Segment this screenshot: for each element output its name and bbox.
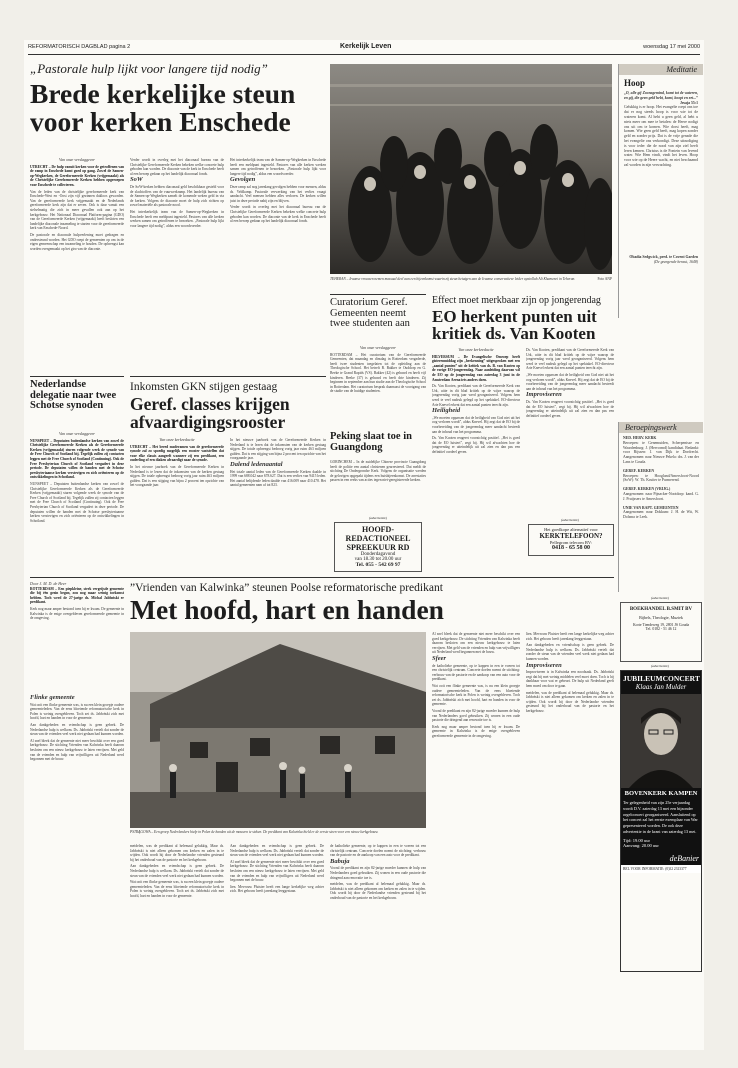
photo1-caption xyxy=(330,277,612,281)
peking-body xyxy=(330,460,426,514)
article1-text3: Verder wordt in overleg met het diaconaal bureau van de Christelijke Gereformeerde Kerken bekeken welke concrete hulp geboden kan worden. De diaconie van de kerk in Enschede heeft al een beroep gedaan op het landelijk diaconaal fonds. xyxy=(130,158,224,176)
meditatie-tab: Meditatie xyxy=(619,64,703,75)
ad3-line3: Tel. 0182 - 51 46 12 xyxy=(645,627,677,631)
kalwinka-caption: PSTRĄGOWA – Een groep Nederlanders hielp in Polen de handen uit de mouwen te steken. De predikant van Kalwinka hield er de eerste steen voor een nieuw kerkgebouw. xyxy=(130,830,379,834)
ad4-header xyxy=(621,671,701,694)
article1-text2: De pastorale en diaconale hulpverlening moet gedragen en ondersteund worden. Het GDO roept de gemeenten op om in de eigen gemeenschap een inzameling te houden. De opbrengst kan worden overgemaakt op het giro van de diaconie. xyxy=(30,232,124,251)
gkn-lead: UTRECHT – Het breed moderamen van de gereformeerde synode zal zo spoedig mogelijk een rooster vaststellen dat voor elke classis aangeeft wanneer zij een predikant, een ouderling of een diaken afvaardigt naar de synode. xyxy=(130,444,224,463)
eo-text1b: Ds. Van Kooten, predikant van de Gereformeerde Kerk van Urk, uitte in dit blad kritiek op de wijze waarop de jongerendag vorig jaar werd georganiseerd. Volgens hem werd te veel nadruk gelegd op het spektakel. EO-directeur Arie Knevel erkent dat een aantal punten terecht zijn. xyxy=(526,348,614,371)
eo-text3b: Ds. Van Kooten reageert voorzichtig positief. „Het is goed dat de EO luistert”, zegt hij. Hij wil afwachten hoe de jongerendag er uiteindelijk uit zal zien en dan pas een definitief oordeel geven. xyxy=(526,399,614,418)
kalwinka-text3b: meidelen, was de predikant al helemaal gelukkig. Maar ds. Jabłoński is niet alleen gekomen om kerken en zalen in te wijden. Ook wordt hij door de Nederlandse vrienden gesteund bij het onderhoud van de pastorie en het kerkgebouw. xyxy=(330,882,426,900)
kalwinka-text3c: meidelen, was de predikant al helemaal gelukkig. Maar ds. Jabłoński is niet alleen gekomen om kerken en zalen in te wijden. Ook wordt hij door de Nederlandse vrienden gesteund bij het onderhoud van de pastorie en het kerkgebouw. xyxy=(526,690,614,713)
article1-text1: Van de leden van de christelijke gereformeerde kerk van Enschede-West en -Oost zijn vijf gezinnen dakloos geworden. Van de gereformeerde kerk vrijgemaakt en de Nederlands gereformeerde kerk zijn dat er zeven. Ook is daar vanuit een stelselmatig die zich in meer gevallen ook aan op het kerkgebouw. Het Nationaal Diaconaal Platform-pagina (GDO) van de Gereformeerde Kerken (vrijgemaakt) heeft besloten een landelijke diaconale inzameling te starten voor de gereformeerde kerk van Enschede-Noord. xyxy=(30,189,124,231)
eo-kicker: Effect moet merkbaar zijn op jongerendag xyxy=(432,295,601,306)
kalwinka-intro xyxy=(30,582,124,690)
article1-text5b: Het interkerkelijk team van de Samen-op-Wegkerken in Enschede heeft een meldpunt ingesteld. Pastores van alle kerken werken samen om getroffenen te bezoeken. „Pastorale hulp lijkt voor langere tijd nodig”, aldus een woordvoerder. xyxy=(230,158,326,176)
kalwinka-text5b: de katholieke gemeente, op te kappen in een te voeren tot een christelijk centrum. Concrete doelen noemt de stichting: verbouw van de pastorie en de aankoop van een auto voor de predikant. xyxy=(432,663,520,682)
kalwinka-col2 xyxy=(130,844,224,1044)
kalwinka-lead: ROTTERDAM – Een piepkleine, sterk vergrijsde gemeente die bij één gezin begon, zou nog maar weinig toekomst hebben. Toch werd de 27-jarige ds. Michal Jabłoński er predikant. xyxy=(30,586,124,605)
kalwinka-text6: Al snel bleek dat de gemeente niet meer beschikt over een goed kerkgebouw. De stichting Vrienden van Kalwinka heeft daarom besloten om een nieuw kerkgebouw te laten verrijzen. Met geld van de vrienden en hulp van vrijwilligers uit Nederland werd begonnen met de bouw. xyxy=(30,738,124,762)
gkn-sub1: Dalend ledenaantal xyxy=(230,460,283,468)
meditatie-body xyxy=(619,75,703,268)
delegation-byline: Van onze verslaggever xyxy=(59,432,95,436)
ad1-line5: van 18.30 tot 20.00 uur xyxy=(354,557,402,562)
kalwinka-sub4: Improviseren xyxy=(526,661,562,669)
curatorium-text: ROTTERDAM – Het curatorium van de Gereformeerde Gemeenten, dat maandag en dinsdag in Rotterdam vergaderde, heeft twee studenten toegelaten tot de opleiding aan de Theologische School. Het betreft B. Bakker te Ouddorp en G. Beeke te Grand Rapids (VS). Bakker (42) is gehuwd en heeft vijf kinderen. Beeke (37) is gehuwd en heeft drie kinderen. Zij beginnen in september aan hun studie aan de Theologische School in Rotterdam. Het curatorium besprak daarnaast de voortgang van de studie van de huidige studenten. xyxy=(330,352,426,394)
delegation-text-b: NUNSPEET – Deputaten buitenlandse kerken van zowel de Christelijke Gereformeerde Kerken als de Gereformeerde Kerken (vrijgemaakt) sturen volgende week de synode van de Free Church of Scotland bij. Tegelijk zullen zij contacten leggen met de Free Church of Scotland (Continuing). Ook de Free Presbyterian Church of Scotland vergadert in deze periode. De deputaten willen de banden met de Schotse presbyteriaanse kerken verstevigen en zich oriënteren op de ontwikkelingen in Schotland. xyxy=(30,481,124,523)
curatorium-headline: Curatorium Geref. Gemeenten neemt twee studenten aan xyxy=(330,297,410,330)
gkn-col2 xyxy=(230,438,326,572)
ad2-line1: Het goedkope alternatief voor xyxy=(544,527,598,532)
kalwinka-byline: Door J. M. D. de Heer xyxy=(30,582,67,586)
ad4-brand: BOVENKERK KAMPEN xyxy=(624,790,698,797)
gkn-text1: In het nieuwe jaarboek van de Gereformeerde Kerken in Nederland is te lezen dat de inkomsten van de kerken gestaag stijgen. De totale opbrengst bedroeg vorig jaar ruim 463 miljoen gulden. Dat is een stijging van bijna 2 procent ten opzichte van het voorgaande jaar. xyxy=(130,464,224,488)
ad3-label: (advertentie) xyxy=(650,596,670,600)
gkn-text2: Het totale aantal leden van de Gereformeerde Kerken daalde in 1999 van 688.042 naar 678.627. Dat is een verlies van 9415 leden. Het aantal belijdende leden daalde van 416.009 naar 410.478. Het aantal gemeenten nam af tot 823. xyxy=(230,469,326,488)
ad1-phone: Tel. 055 - 542 69 97 xyxy=(355,562,401,568)
kalwinka-text2b: Wat ooit een flinke gemeente was, is nu een klein groepje oudere gemeenteleden. Van de eens bloeiende reformatorische kerk in Polen is weinig overgebleven. Toch zet ds. Jabłoński zich met hoofd, hart en handen in voor de gemeente. xyxy=(130,880,224,898)
eo-col1 xyxy=(432,348,520,574)
eo-headline: EO herkent punten uit kritiek ds. Van Kooten xyxy=(432,307,597,344)
gkn-kicker: Inkomsten GKN stijgen gestaag xyxy=(130,381,278,393)
eo-text2b: „We moeten oppassen dat de heiligheid van God niet uit het oog verloren wordt”, aldus Knevel. Hij zegt dat de EO bij de voorbereiding van de jongerendag meer aandacht besteedt aan de inhoud van het programma. xyxy=(526,372,614,391)
masthead-section: Kerkelijk Leven xyxy=(340,43,392,50)
photo1-caption-text: TEHERAN – Iraanse vrouwen nemen massaal deel aan een bijeenkomst waarin zij steun betuigen aan de Iraanse conservatieve leider ayatollah Ali Khamenei in Teheran. xyxy=(330,277,576,281)
beroeping-section: GEREF. KERKEN Beroepen: te Hoogland/Amersfoort-Noord (SoW): W. Th. Kruiter te Purmerend. xyxy=(623,468,699,483)
ad3-line1: Bijbels, Theologie, Muziek xyxy=(639,615,683,620)
meditatie-sidebar xyxy=(618,64,703,318)
kalwinka-headline: Met hoofd, hart en handen xyxy=(130,594,444,625)
curatorium-byline: Van onze verslaggever xyxy=(360,346,396,350)
beroeping-section: NED. HERV. KERK Beroepen: te Genemuiden, Scherpenisse en Waardenburg: J. (Hervormd) kandidaat. Bedankt: voor Rijssen: J. van Dijk te Dordrecht. Aangenomen: naar Nieuwe Pekela: drs. J. van der Lans te Gouda. xyxy=(623,436,699,464)
eo-text1: Ds. Van Kooten, predikant van de Gereformeerde Kerk van Urk, uitte in dit blad kritiek op de wijze waarop de jongerendag vorig jaar werd georganiseerd. Volgens hem werd te veel nadruk gelegd op het spektakel. EO-directeur Arie Knevel erkent dat een aantal punten terecht zijn. xyxy=(432,384,520,407)
kalwinka-col3 xyxy=(230,844,324,1044)
ad2-label: (advertentie) xyxy=(560,518,580,522)
ad2-phone: 0418 - 65 58 00 xyxy=(552,545,590,551)
ad4-text: Ter gelegenheid van zijn 25e verjaardag wordt D.V. zaterdag 13 mei een bijzonder orgelconcert georganiseerd. Aansluitend op het concert zal het eerste exemplaar van War gepresenteerd worden. De ook deze advertentie in de krant van zaterdag 13 mei. xyxy=(623,800,698,834)
kalwinka-text9: Improviseren is in Kalwinka een noodzaak. Ds. Jabłoński zegt dat hij met weinig middelen veel moet doen. Toch is hij dankbaar voor wat er gebeurt. De hulp uit Nederland geeft hem moed om door te gaan. xyxy=(526,670,614,688)
beroeping-section: UNIE VAN BAPT. GEMEENTEN Aangenomen: naar Dokkum: J. H. de Wit, W. Dolsma te Leek. xyxy=(623,505,699,520)
article1-lead: UTRECHT – De hulp vanuit kerken voor de getroffenen van de ramp in Enschede komt goed op gang. Zowel de Samen-op-Wegkerken, de Gereformeerde Kerken (vrijgemaakt) als de Christelijke Gereformeerde Kerken hebben opgeroepen voor Enschede te collecteren. xyxy=(30,164,124,187)
eo-col2 xyxy=(526,348,614,516)
meditatie-authornote: (De gezegende heraut, 1648) xyxy=(653,260,698,265)
kalwinka-text1b: Kerk nog maar amper bestond toen hij er kwam. De gemeente in Kalwinka is de enige overgebleven gereformeerde gemeente in de omgeving. xyxy=(432,724,520,738)
meditatie-title: Hoop xyxy=(624,78,646,88)
kalwinka-text7: Vooral de predikant en zijn 82-jarige moeder kunnen de hulp van Nederlanders goed gebruiken. Zij wonen in een oude pastorie die dringend aan renovatie toe is. xyxy=(330,866,426,880)
ad1-label: (advertentie) xyxy=(368,516,388,520)
eo-lead: HILVERSUM – De Evangelische Omroep heeft gisterenmiddag zijn „herkenning” uitgesproken met een „aantal punten” uit de kritiek van ds. B. van Kooten op de vorige EO-jongerendag. Naar aanleiding daarvan wil de EO op de jongerendag van zaterdag 3 juni in de Amsterdam Arena iets anders doen. xyxy=(432,354,520,382)
gkn-headline: Geref. classes krijgen afvaardigingsrooster xyxy=(130,394,290,432)
ad3-title: BOEKHANDEL B.SMIT BV xyxy=(629,607,693,612)
gkn-text1b: In het nieuwe jaarboek van de Gereformeerde Kerken in Nederland is te lezen dat de inkomsten van de kerken gestaag stijgen. De totale opbrengst bedroeg vorig jaar ruim 463 miljoen gulden. Dat is een stijging van bijna 2 procent ten opzichte van het voorgaande jaar. xyxy=(230,438,326,461)
ad1-line4: Donderdagavond xyxy=(360,552,396,557)
meditatie-author: Obadia Sedgwick, pred. te Covent Garden xyxy=(629,255,698,260)
gkn-col1 xyxy=(130,438,224,572)
article1-col3 xyxy=(230,158,326,372)
divider xyxy=(30,577,614,578)
kalwinka-text6b: Al snel bleek dat de gemeente niet meer beschikt over een goed kerkgebouw. De stichting Vrienden van Kalwinka heeft daarom besloten om een nieuw kerkgebouw te laten verrijzen. Met geld van de vrienden en hulp van vrijwilligers uit Nederland werd begonnen met de bouw. xyxy=(230,859,324,883)
ad-boekhandel-smit xyxy=(620,602,702,662)
kalwinka-col1 xyxy=(30,694,124,1044)
kalwinka-col5 xyxy=(432,632,520,1044)
ad4-footer: BEL VOOR INFORMATIE: (0)52 2313377 xyxy=(621,865,701,873)
ad4-title: JUBILEUMCONCERT xyxy=(623,674,700,683)
peking-headline: Peking slaat toe in Guangdong xyxy=(330,431,412,453)
meditatie-ref: Jesaja 55:1 xyxy=(679,100,698,105)
photo-kalwinka-house xyxy=(130,632,426,828)
divider xyxy=(130,376,326,377)
gkn-byline: Van onze kerkredactie xyxy=(159,438,195,442)
ad4-subtitle: Klaas Jan Mulder xyxy=(635,683,687,691)
ad2-line3: Pellegrom telecom BV: xyxy=(549,540,593,545)
beroeping-tab: Beroepingswerk xyxy=(619,422,703,433)
kalwinka-sub3: Babuja xyxy=(330,857,350,865)
divider xyxy=(30,376,124,377)
ad4-label: (advertentie) xyxy=(650,664,670,668)
meditatie-quote: „O, alle gij Zoonsgemind, komt tot de wateren, en gij, die geen geld hebt, komt, koopt en eet...” xyxy=(624,91,698,100)
delegation-text: NUNSPEET – Deputaten buitenlandse kerken van zowel de Christelijke Gereformeerde Kerken als de Gereformeerde Kerken (vrijgemaakt) sturen volgende week de synode van de Free Church of Scotland bij. Tegelijk zullen zij contacten leggen met de Free Church of Scotland (Continuing). Ook de Free Presbyterian Church of Scotland vergadert in deze periode. De deputaten willen de banden met de Schotse presbyteriaanse kerken verstevigen en zich oriënteren op de ontwikkelingen in Schotland. xyxy=(30,438,124,480)
masthead xyxy=(28,42,700,55)
ad4-time1: Tijd: 19.00 uur xyxy=(623,837,650,843)
ad-hoofdredactioneel xyxy=(334,522,422,572)
eo-byline: Van onze kerkredactie xyxy=(458,348,494,352)
peking-text: GORINCHEM – In de zuidelijke Chinese provincie Guangdong heeft de politie een aantal christenen gearresteerd. Dat meldt de stichting De Ondergrondse Kerk. Volgens de organisatie werden de gelovigen opgepakt tijdens een huisbijeenkomst. De arrestaties passen in een reeks van acties tegen niet-geregistreerde kerken. xyxy=(330,460,426,483)
beroeping-sidebar xyxy=(618,422,703,592)
meditatie-text: Gelukkig is er hoop. Het evangelie roept ons toe dat er nog steeds hoop is voor wie tot de wateren komt. Al hebt u geen geld, al hebt u niets meer om mee te betalen: de Heere nodigt ons uit om te komen. Wie dorst heeft, mag komen. Wie geen geld heeft, mag kopen zonder geld en zonder prijs. Dat is de vrije genade die het evangelie ons verkondigt. Deze uitnodiging is voor ieder die de nood van zijn ziel heeft leren kennen. Christus is de Fontein van levend water. Wie Hem vindt, vindt het leven. Hoop voor wie op de Heere wacht, en niet beschaamd zal worden in zijn verwachting. xyxy=(624,105,698,167)
beroeping-section: GEREF. KERKEN (VRIJG.) Aangenomen: naar Pijnacker-Nootdorp: kand. G. J. Pruijssers te Amersfoort. xyxy=(623,487,699,501)
kalwinka-text4d: Aan dankgebeden en vriendschap is geen gebrek. De Nederlandse hulp is welkom. Ds. Jabłoński vertelt dat zonder de steun van de vrienden veel werk niet gedaan had kunnen worden. xyxy=(526,643,614,661)
masthead-date: woensdag 17 mei 2000 xyxy=(643,44,700,50)
eo-sub2: Improviseren xyxy=(526,391,562,399)
article1-byline: Van onze verslaggever xyxy=(59,158,95,162)
kalwinka-text4c: Aan dankgebeden en vriendschap is geen gebrek. De Nederlandse hulp is welkom. Ds. Jabłoński vertelt dat zonder de steun van de vrienden veel werk niet gedaan had kunnen worden. xyxy=(230,844,324,858)
kalwinka-text6c: Al snel bleek dat de gemeente niet meer beschikt over een goed kerkgebouw. De stichting Vrienden van Kalwinka heeft daarom besloten om een nieuw kerkgebouw te laten verrijzen. Met geld van de vrienden en hulp van vrijwilligers uit Nederland werd begonnen met de bouw. xyxy=(432,632,520,655)
article1-text5: Het interkerkelijk team van de Samen-op-Wegkerken in Enschede heeft een meldpunt ingesteld. Pastores van alle kerken werken samen om getroffenen te bezoeken. „Pastorale hulp lijkt voor langere tijd nodig”, aldus een woordvoerder. xyxy=(130,209,224,228)
article1-kicker: „Pastorale hulp lijkt voor langere tijd nodig” xyxy=(30,61,268,76)
kalwinka-text7b: Vooral de predikant en zijn 82-jarige moeder kunnen de hulp van Nederlanders goed gebruiken. Zij wonen in een oude pastorie die dringend aan renovatie toe is. xyxy=(432,708,520,723)
delegation-headline: Nederlandse delegatie naar twee Schotse synoden xyxy=(30,379,117,412)
ad3-line2: Korte Tiendeweg 19, 2801 JS Gouda xyxy=(632,623,690,627)
ad4-logo: deBanier xyxy=(669,853,699,863)
kalwinka-text5: de katholieke gemeente, op te kappen in een te voeren tot een christelijk centrum. Concrete doelen noemt de stichting: verbouw van de pastorie en de aankoop van een auto voor de predikant. xyxy=(330,844,426,858)
photo1-credit: Foto ANP xyxy=(597,277,612,281)
ad4-time2: Aanvang: 20.00 uur xyxy=(623,842,659,848)
ad-kerktelefoon xyxy=(528,524,614,556)
kalwinka-sub1: Flinke gemeente xyxy=(30,694,75,701)
ad-jubileumconcert xyxy=(620,670,702,972)
curatorium-body xyxy=(330,346,426,428)
kalwinka-text4b: Aan dankgebeden en vriendschap is geen gebrek. De Nederlandse hulp is welkom. Ds. Jabłoński vertelt dat zonder de steun van de vrienden veel werk niet gedaan had kunnen worden. xyxy=(130,864,224,878)
kalwinka-sub2: Sfeer xyxy=(432,654,447,662)
kalwinka-kicker: ”Vrienden van Kalwinka” steunen Poolse reformatorische predikant xyxy=(130,582,443,594)
kalwinka-text2: Wat ooit een flinke gemeente was, is nu een klein groepje oudere gemeenteleden. Van de eens bloeiende reformatorische kerk in Polen is weinig overgebleven. Toch zet ds. Jabłoński zich met hoofd, hart en handen in voor de gemeente. xyxy=(30,702,124,721)
kalwinka-text4: Aan dankgebeden en vriendschap is geen gebrek. De Nederlandse hulp is welkom. Ds. Jabłoński vertelt dat zonder de steun van de vrienden veel werk niet gedaan had kunnen worden. xyxy=(30,722,124,737)
divider xyxy=(330,294,426,295)
delegation-body xyxy=(30,432,124,572)
beroeping-body xyxy=(619,433,703,523)
ad4-portrait xyxy=(621,694,701,788)
kalwinka-text2c: Wat ooit een flinke gemeente was, is nu een klein groepje oudere gemeenteleden. Van de eens bloeiende reformatorische kerk in Polen is weinig overgebleven. Toch zet ds. Jabłoński zich met hoofd, hart en handen in voor de gemeente. xyxy=(432,683,520,707)
masthead-left: REFORMATORISCH DAGBLAD pagina 2 xyxy=(28,44,131,50)
article1-text6: Deze ramp zal nog jarenlang gevolgen hebben voor mensen, aldus ds. Veldkamp. Pastorale verwerking van het verlies vraagt aandacht. Veel mensen hebben alles verloren. De kerken willen juist in deze periode nabij zijn en blijven. xyxy=(230,184,326,203)
newspaper-page xyxy=(24,40,704,1050)
photo-iranian-women xyxy=(330,64,612,274)
kalwinka-text8: lien. Mevrouw Pluister heeft een lange kerkelijke weg achter zich. Het gebouw heeft jarenlang leeggestaan. xyxy=(230,884,324,894)
kalwinka-text1: Kerk nog maar amper bestond toen hij er kwam. De gemeente in Kalwinka is de enige overgebleven gereformeerde gemeente in de omgeving. xyxy=(30,606,124,621)
article1-sub2: Gevolgen xyxy=(230,176,256,184)
kalwinka-col4 xyxy=(330,844,426,1044)
article1-text3b: Verder wordt in overleg met het diaconaal bureau van de Christelijke Gereformeerde Kerken bekeken welke concrete hulp geboden kan worden. De diaconie van de kerk in Enschede heeft al een beroep gedaan op het landelijk diaconaal fonds. xyxy=(230,205,326,224)
article1-col1 xyxy=(30,158,124,372)
kalwinka-text3: meidelen, was de predikant al helemaal gelukkig. Maar ds. Jabłoński is niet alleen gekomen om kerken en zalen in te wijden. Ook wordt hij door de Nederlandse vrienden gesteund bij het onderhoud van de pastorie en het kerkgebouw. xyxy=(130,844,224,862)
article1-headline: Brede kerkelijke steun voor kerken Enschede xyxy=(30,78,296,138)
ad2-line2: KERKTELEFOON? xyxy=(539,532,603,540)
eo-sub1: Heiligheid xyxy=(432,407,461,415)
kalwinka-text8b: lien. Mevrouw Pluister heeft een lange kerkelijke weg achter zich. Het gebouw heeft jarenlang leeggestaan. xyxy=(526,632,614,641)
ad1-line1: HOOFD- xyxy=(362,525,394,534)
ad1-line3: SPREEKUUR RD xyxy=(346,543,410,552)
article1-text4: De SoW-kerken hebben diaconaal geld beschikbaar gesteld voor de slachtoffers van de vuurwerkramp. Het landelijk bureau van de Samen-op-Wegkerken zamelt de komende weken geld in via de kerken. Volgens de diaconie moet de hulp zich richten op zowel materiële als pastorale nood. xyxy=(130,184,224,208)
article1-sub1: SoW xyxy=(130,176,143,184)
article1-col2 xyxy=(130,158,224,372)
ad1-line2: REDACTIONEEL xyxy=(345,534,411,543)
ad4-body xyxy=(621,788,701,865)
kalwinka-col6 xyxy=(526,632,614,1044)
eo-text3: Ds. Van Kooten reageert voorzichtig positief. „Het is goed dat de EO luistert”, zegt hij. Hij wil afwachten hoe de jongerendag er uiteindelijk uit zal zien en dan pas een definitief oordeel geven. xyxy=(432,436,520,454)
eo-text2: „We moeten oppassen dat de heiligheid van God niet uit het oog verloren wordt”, aldus Knevel. Hij zegt dat de EO bij de voorbereiding van de jongerendag meer aandacht besteedt aan de inhoud van het programma. xyxy=(432,415,520,434)
